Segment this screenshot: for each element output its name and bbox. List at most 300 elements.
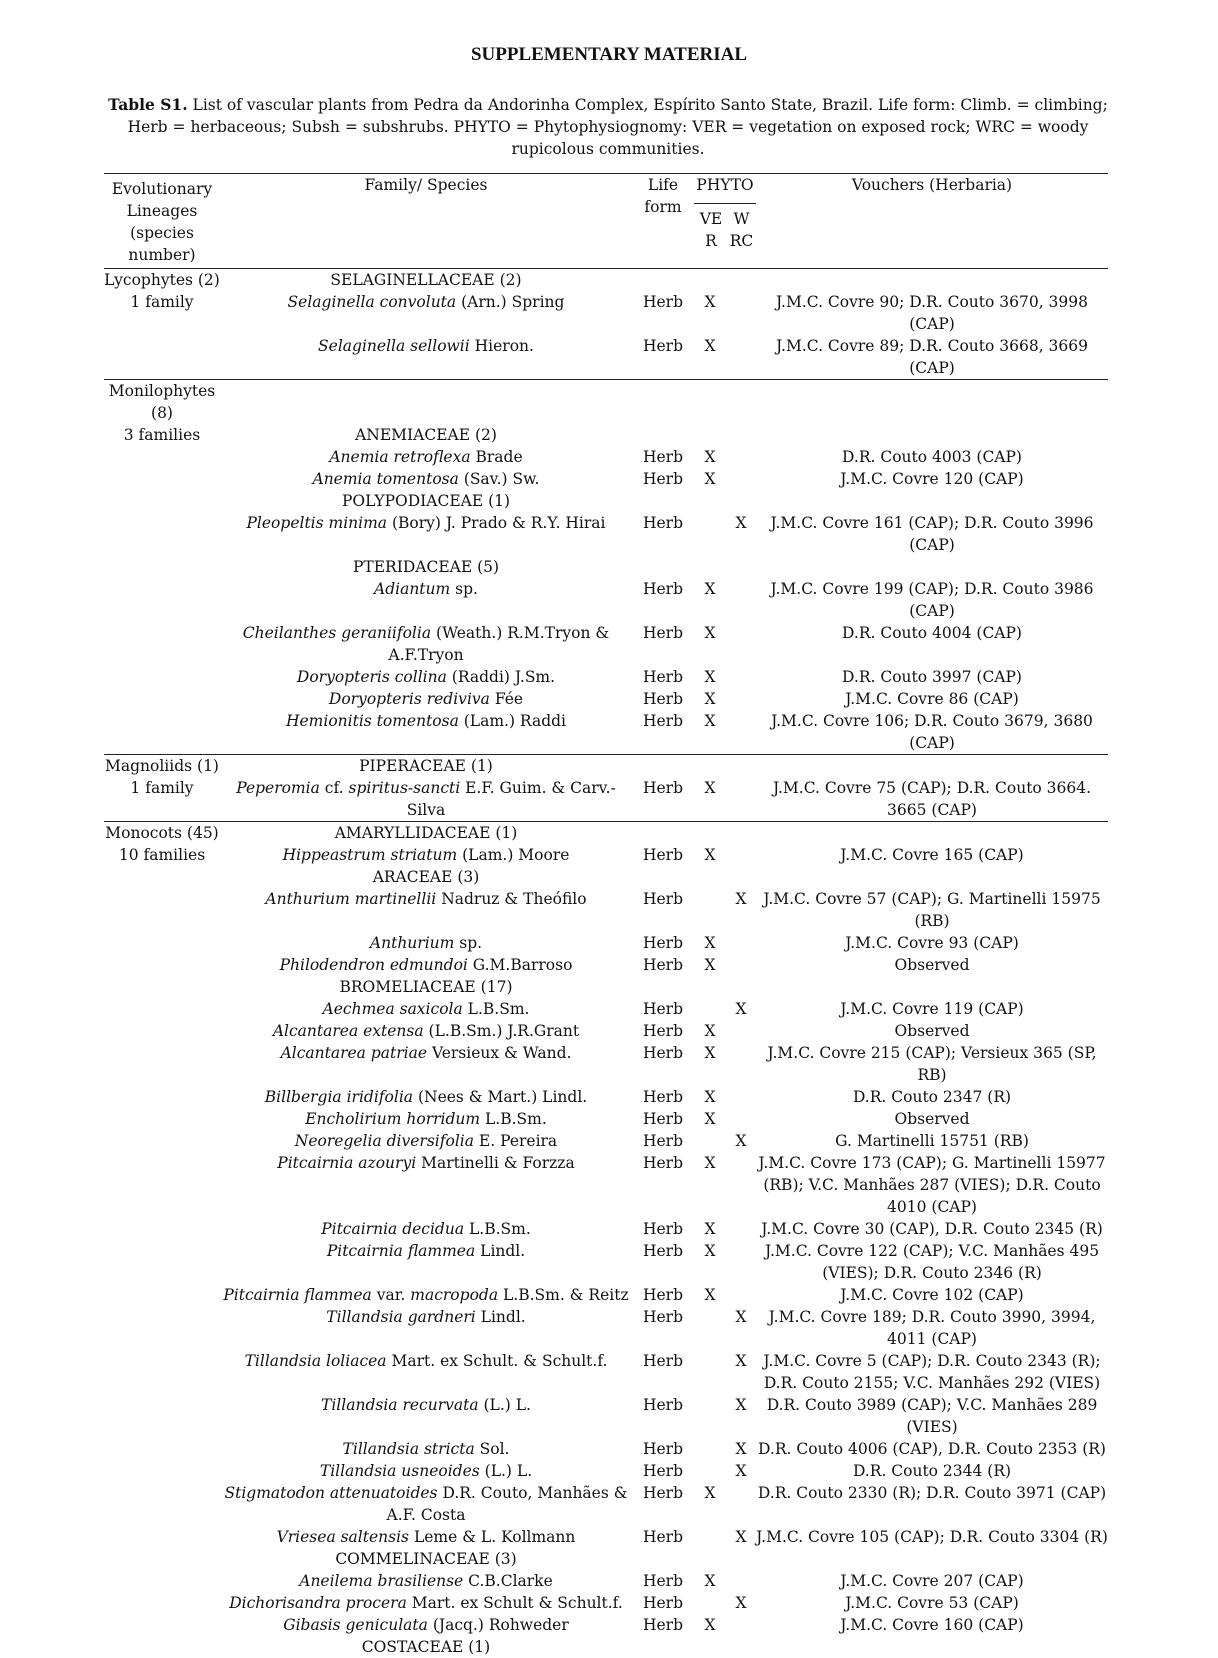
voucher-cell: J.M.C. Covre 57 (CAP); G. Martinelli 15975 (RB) <box>756 888 1108 932</box>
species-author: Leme & L. Kollmann <box>409 1528 575 1546</box>
voucher-cell <box>756 380 1108 447</box>
species-author: Versieux & Wand. <box>427 1044 571 1062</box>
ver-cell: X <box>694 1284 726 1306</box>
ver-cell <box>694 1130 726 1152</box>
table-row <box>104 1218 1108 1240</box>
life-form-cell: Herb <box>632 1438 694 1460</box>
species-author: Mart. ex Schult. & Schult.f. <box>387 1352 608 1370</box>
species-name <box>220 468 632 490</box>
voucher-cell: D.R. Couto 2330 (R); D.R. Couto 3971 (CAP) <box>756 1482 1108 1526</box>
voucher-cell: J.M.C. Covre 207 (CAP) <box>756 1570 1108 1592</box>
voucher-cell: D.R. Couto 3989 (CAP); V.C. Manhães 289 (VIES) <box>756 1394 1108 1438</box>
lineage-cell <box>104 1438 220 1460</box>
voucher-cell <box>756 490 1108 512</box>
species-epithet: Anemia tomentosa <box>313 470 459 488</box>
species-name <box>220 1526 632 1548</box>
species-author: L.B.Sm. <box>463 1000 530 1018</box>
wrc-cell: X <box>726 1350 756 1394</box>
species-name <box>220 1614 632 1636</box>
table-row <box>104 1592 1108 1614</box>
life-form-cell: Herb <box>632 1042 694 1086</box>
voucher-cell: J.M.C. Covre 5 (CAP); D.R. Couto 2343 (R); D.R. Couto 2155; V.C. Manhães 292 (VIES) <box>756 1350 1108 1394</box>
voucher-cell: Observed <box>756 954 1108 976</box>
life-form-cell: Herb <box>632 1526 694 1548</box>
ver-cell <box>694 1394 726 1438</box>
life-form-cell: Herb <box>632 1394 694 1438</box>
life-form-cell: Herb <box>632 844 694 866</box>
family-row <box>104 976 1108 998</box>
header-vouchers: Vouchers (Herbaria) <box>756 174 1108 269</box>
wrc-cell <box>726 1240 756 1284</box>
voucher-cell: J.M.C. Covre 93 (CAP) <box>756 932 1108 954</box>
lineage-cell <box>104 998 220 1020</box>
lineage-cell <box>104 1614 220 1636</box>
wrc-cell <box>726 1218 756 1240</box>
ver-cell <box>694 822 726 845</box>
species-author: (Raddi) J.Sm. <box>447 668 555 686</box>
ver-cell <box>694 490 726 512</box>
life-form-cell: Herb <box>632 1086 694 1108</box>
species-author: L.B.Sm. <box>464 1220 531 1238</box>
species-name <box>220 1152 632 1218</box>
ver-cell <box>694 1306 726 1350</box>
lineage-cell: 1 family <box>104 777 220 822</box>
species-epithet: Vriesea saltensis <box>277 1528 409 1546</box>
lineage-cell <box>104 1086 220 1108</box>
species-epithet: Pleopeltis minima <box>247 514 388 532</box>
lineage-cell: Monilophytes (8) 3 families <box>104 380 220 447</box>
voucher-cell: J.M.C. Covre 122 (CAP); V.C. Manhães 495 (VIES); D.R. Couto 2346 (R) <box>756 1240 1108 1284</box>
species-name <box>220 888 632 932</box>
species-name <box>220 844 632 866</box>
species-epithet: Hippeastrum striatum <box>283 846 458 864</box>
wrc-cell <box>726 335 756 380</box>
species-author: var. <box>372 1286 411 1304</box>
ver-cell: X <box>694 291 726 335</box>
voucher-cell: J.M.C. Covre 165 (CAP) <box>756 844 1108 866</box>
species-epithet: Pitcairnia flammea <box>327 1242 475 1260</box>
species-epithet: Anemia retroflexa <box>329 448 470 466</box>
voucher-cell: J.M.C. Covre 30 (CAP), D.R. Couto 2345 (R) <box>756 1218 1108 1240</box>
wrc-cell <box>726 269 756 292</box>
species-name <box>220 291 632 335</box>
table-caption <box>108 94 1108 160</box>
wrc-cell: X <box>726 888 756 932</box>
voucher-cell: J.M.C. Covre 160 (CAP) <box>756 1614 1108 1636</box>
life-form-cell <box>632 1636 694 1658</box>
ver-cell <box>694 888 726 932</box>
family-row <box>104 866 1108 888</box>
family-row <box>104 380 1108 447</box>
family-row <box>104 490 1108 512</box>
lineage-cell <box>104 556 220 578</box>
species-name <box>220 578 632 622</box>
lineage-cell <box>104 1526 220 1548</box>
ver-cell: X <box>694 1042 726 1086</box>
wrc-cell <box>726 844 756 866</box>
ver-cell <box>694 1526 726 1548</box>
life-form-cell: Herb <box>632 446 694 468</box>
species-table <box>104 173 1108 1658</box>
table-row <box>104 578 1108 622</box>
voucher-cell <box>756 556 1108 578</box>
ver-cell <box>694 556 726 578</box>
species-epithet: Selaginella convoluta <box>288 293 457 311</box>
life-form-cell: Herb <box>632 1592 694 1614</box>
species-name <box>220 1218 632 1240</box>
species-name <box>220 1350 632 1394</box>
species-name <box>220 1042 632 1086</box>
life-form-cell: Herb <box>632 1020 694 1042</box>
life-form-cell <box>632 866 694 888</box>
species-author: D.R. Couto, Manhães & A.F. Costa <box>387 1484 628 1524</box>
species-name <box>220 622 632 666</box>
lineage-cell <box>104 1592 220 1614</box>
species-name <box>220 710 632 755</box>
life-form-cell <box>632 822 694 845</box>
species-author: Hieron. <box>470 337 534 355</box>
species-author: C.B.Clarke <box>463 1572 553 1590</box>
wrc-cell <box>726 1086 756 1108</box>
species-epithet: Philodendron edmundoi <box>280 956 468 974</box>
caption-text: List of vascular plants from Pedra da Andorinha Complex, Espírito Santo State, Brazil. Life form: Climb. = climbing; Herb = herbaceous; Subsh = subshrubs. PHYTO = Phytophysiognomy: VER = vegetation on exposed rock; WRC = woody rupicolous communities. <box>128 96 1108 158</box>
life-form-cell <box>632 556 694 578</box>
wrc-cell: X <box>726 998 756 1020</box>
wrc-cell <box>726 755 756 778</box>
voucher-cell <box>756 1548 1108 1570</box>
species-author: Sol. <box>475 1440 510 1458</box>
wrc-cell: X <box>726 1394 756 1438</box>
life-form-cell <box>632 755 694 778</box>
lineage-cell <box>104 1306 220 1350</box>
table-row <box>104 1482 1108 1526</box>
species-epithet: Aechmea saxicola <box>323 1000 463 1018</box>
wrc-cell <box>726 1548 756 1570</box>
ver-cell: X <box>694 1240 726 1284</box>
wrc-cell <box>726 622 756 666</box>
life-form-cell <box>632 1548 694 1570</box>
family-name: POLYPODIACEAE (1) <box>220 490 632 512</box>
voucher-cell: D.R. Couto 4003 (CAP) <box>756 446 1108 468</box>
wrc-cell <box>726 468 756 490</box>
species-epithet: Anthurium <box>370 934 454 952</box>
ver-cell <box>694 755 726 778</box>
header-lineages: Evolutionary Lineages (species number) <box>104 174 220 269</box>
lineage-cell <box>104 335 220 380</box>
wrc-cell <box>726 976 756 998</box>
lineage-cell <box>104 490 220 512</box>
table-row <box>104 1394 1108 1438</box>
lineage-cell <box>104 1636 220 1658</box>
lineage-cell <box>104 1350 220 1394</box>
table-row <box>104 1350 1108 1394</box>
table-row <box>104 1614 1108 1636</box>
wrc-cell <box>726 710 756 755</box>
table-row <box>104 291 1108 335</box>
species-infra: spiritus-sancti <box>349 779 461 797</box>
voucher-cell: D.R. Couto 2347 (R) <box>756 1086 1108 1108</box>
ver-cell <box>694 1460 726 1482</box>
family-row <box>104 822 1108 845</box>
table-row <box>104 1526 1108 1548</box>
life-form-cell: Herb <box>632 932 694 954</box>
species-author: (Lam.) Raddi <box>459 712 566 730</box>
species-infra: macropoda <box>410 1286 498 1304</box>
ver-cell: X <box>694 1570 726 1592</box>
table-row <box>104 1152 1108 1218</box>
ver-cell: X <box>694 1108 726 1130</box>
voucher-cell: J.M.C. Covre 173 (CAP); G. Martinelli 15977 (RB); V.C. Manhães 287 (VIES); D.R. Couto 4010 (CAP) <box>756 1152 1108 1218</box>
species-author: L.B.Sm. <box>480 1110 547 1128</box>
ver-cell: X <box>694 578 726 622</box>
lineage-cell <box>104 1130 220 1152</box>
species-epithet: Cheilanthes geraniifolia <box>243 624 431 642</box>
species-epithet: Pitcairnia azouryi <box>277 1154 416 1172</box>
life-form-cell: Herb <box>632 1130 694 1152</box>
species-epithet: Hemionitis tomentosa <box>286 712 459 730</box>
ver-cell <box>694 380 726 447</box>
species-name <box>220 335 632 380</box>
life-form-cell: Herb <box>632 710 694 755</box>
wrc-cell <box>726 380 756 447</box>
voucher-cell: Observed <box>756 1020 1108 1042</box>
table-row <box>104 777 1108 822</box>
species-epithet: Tillandsia loliacea <box>245 1352 387 1370</box>
species-name <box>220 666 632 688</box>
wrc-cell <box>726 666 756 688</box>
table-row <box>104 932 1108 954</box>
voucher-cell: J.M.C. Covre 102 (CAP) <box>756 1284 1108 1306</box>
voucher-cell: J.M.C. Covre 105 (CAP); D.R. Couto 3304 (R) <box>756 1526 1108 1548</box>
life-form-cell: Herb <box>632 1350 694 1394</box>
family-name: SELAGINELLACEAE (2) <box>220 269 632 292</box>
species-name <box>220 446 632 468</box>
table-row <box>104 1240 1108 1284</box>
voucher-cell: J.M.C. Covre 189; D.R. Couto 3990, 3994, 4011 (CAP) <box>756 1306 1108 1350</box>
species-author: (Arn.) Spring <box>456 293 564 311</box>
species-author: (Bory) J. Prado & R.Y. Hirai <box>387 514 605 532</box>
species-author: Nadruz & Theófilo <box>436 890 586 908</box>
family-name: PIPERACEAE (1) <box>220 755 632 778</box>
species-epithet: Adiantum <box>374 580 450 598</box>
ver-cell: X <box>694 1020 726 1042</box>
species-author: (Jacq.) Rohweder <box>428 1616 569 1634</box>
life-form-cell: Herb <box>632 998 694 1020</box>
wrc-cell: X <box>726 1526 756 1548</box>
lineage-cell <box>104 954 220 976</box>
wrc-cell <box>726 932 756 954</box>
ver-cell <box>694 998 726 1020</box>
lineage-cell <box>104 446 220 468</box>
life-form-cell: Herb <box>632 512 694 556</box>
lineage-cell: 10 families <box>104 844 220 866</box>
ver-cell: X <box>694 1482 726 1526</box>
lineage-cell <box>104 1218 220 1240</box>
species-author: Martinelli & Forzza <box>416 1154 575 1172</box>
species-name <box>220 1020 632 1042</box>
life-form-cell: Herb <box>632 291 694 335</box>
wrc-cell <box>726 1020 756 1042</box>
lineage-cell <box>104 888 220 932</box>
lineage-cell: Magnoliids (1) <box>104 755 220 778</box>
wrc-cell: X <box>726 1130 756 1152</box>
species-epithet: Tillandsia recurvata <box>321 1396 479 1414</box>
table-row <box>104 1570 1108 1592</box>
species-epithet: Encholirium horridum <box>305 1110 480 1128</box>
species-author: E.F. Guim. & Carv.-Silva <box>407 779 616 819</box>
wrc-cell: X <box>726 512 756 556</box>
wrc-cell <box>726 490 756 512</box>
voucher-cell: J.M.C. Covre 199 (CAP); D.R. Couto 3986 (CAP) <box>756 578 1108 622</box>
lineage-cell <box>104 666 220 688</box>
wrc-cell <box>726 291 756 335</box>
species-name <box>220 998 632 1020</box>
life-form-cell: Herb <box>632 1218 694 1240</box>
life-form-cell <box>632 490 694 512</box>
table-row <box>104 1130 1108 1152</box>
page-title: SUPPLEMENTARY MATERIAL <box>0 44 1218 66</box>
lineage-cell <box>104 1108 220 1130</box>
lineage-cell: 1 family <box>104 291 220 335</box>
voucher-cell: J.M.C. Covre 161 (CAP); D.R. Couto 3996 (CAP) <box>756 512 1108 556</box>
life-form-cell: Herb <box>632 622 694 666</box>
lineage-cell <box>104 932 220 954</box>
lineage-cell <box>104 1394 220 1438</box>
table-body <box>104 269 1108 1658</box>
species-epithet: Doryopteris collina <box>297 668 447 686</box>
voucher-cell: J.M.C. Covre 120 (CAP) <box>756 468 1108 490</box>
species-name <box>220 1240 632 1284</box>
species-name <box>220 1306 632 1350</box>
species-epithet: Tillandsia gardneri <box>326 1308 475 1326</box>
wrc-cell <box>726 446 756 468</box>
table-row <box>104 512 1108 556</box>
family-row <box>104 269 1108 292</box>
species-epithet: Tillandsia stricta <box>343 1440 475 1458</box>
life-form-cell: Herb <box>632 1460 694 1482</box>
species-epithet: Billbergia iridifolia <box>265 1088 413 1106</box>
table-row <box>104 844 1108 866</box>
species-author: Fée <box>490 690 523 708</box>
wrc-cell <box>726 777 756 822</box>
life-form-cell: Herb <box>632 1284 694 1306</box>
lineage-cell <box>104 1548 220 1570</box>
lineage-cell <box>104 976 220 998</box>
table-row <box>104 1460 1108 1482</box>
species-author: sp. <box>450 580 478 598</box>
family-name: PTERIDACEAE (5) <box>220 556 632 578</box>
species-name <box>220 1460 632 1482</box>
ver-cell: X <box>694 622 726 666</box>
species-epithet: Dichorisandra procera <box>229 1594 407 1612</box>
species-epithet: Aneilema brasiliense <box>299 1572 463 1590</box>
family-name: BROMELIACEAE (17) <box>220 976 632 998</box>
species-name <box>220 1570 632 1592</box>
voucher-cell: J.M.C. Covre 75 (CAP); D.R. Couto 3664. 3665 (CAP) <box>756 777 1108 822</box>
table-row <box>104 954 1108 976</box>
voucher-cell <box>756 976 1108 998</box>
species-epithet: Neoregelia diversifolia <box>295 1132 474 1150</box>
wrc-cell <box>726 1570 756 1592</box>
ver-cell: X <box>694 1152 726 1218</box>
life-form-cell: Herb <box>632 954 694 976</box>
lineage-cell <box>104 1020 220 1042</box>
life-form-cell: Herb <box>632 1482 694 1526</box>
species-author: cf. <box>320 779 349 797</box>
ver-cell: X <box>694 446 726 468</box>
ver-cell: X <box>694 844 726 866</box>
species-name <box>220 1130 632 1152</box>
wrc-cell <box>726 1284 756 1306</box>
voucher-cell <box>756 269 1108 292</box>
voucher-cell <box>756 866 1108 888</box>
wrc-cell <box>726 1152 756 1218</box>
wrc-cell: X <box>726 1306 756 1350</box>
wrc-cell <box>726 1482 756 1526</box>
lineage-cell <box>104 512 220 556</box>
species-name <box>220 1592 632 1614</box>
family-row <box>104 1548 1108 1570</box>
lineage-cell <box>104 1042 220 1086</box>
table-row <box>104 468 1108 490</box>
lineage-cell: Lycophytes (2) <box>104 269 220 292</box>
family-row <box>104 556 1108 578</box>
life-form-cell: Herb <box>632 468 694 490</box>
ver-cell: X <box>694 777 726 822</box>
species-epithet: Pitcairnia flammea <box>223 1286 371 1304</box>
lineage-cell <box>104 468 220 490</box>
species-author: Mart. ex Schult & Schult.f. <box>407 1594 623 1612</box>
wrc-cell <box>726 1636 756 1658</box>
family-name: COMMELINACEAE (3) <box>220 1548 632 1570</box>
wrc-cell <box>726 954 756 976</box>
voucher-cell: D.R. Couto 4006 (CAP), D.R. Couto 2353 (R) <box>756 1438 1108 1460</box>
species-name <box>220 1086 632 1108</box>
voucher-cell: J.M.C. Covre 53 (CAP) <box>756 1592 1108 1614</box>
table-row <box>104 446 1108 468</box>
table-row <box>104 1306 1108 1350</box>
species-author: (L.) L. <box>479 1396 531 1414</box>
header-life-form: Life form <box>632 174 694 269</box>
species-epithet: Anthurium martinellii <box>265 890 436 908</box>
life-form-cell: Herb <box>632 1108 694 1130</box>
voucher-cell <box>756 822 1108 845</box>
species-author: Brade <box>471 448 523 466</box>
voucher-cell: J.M.C. Covre 215 (CAP); Versieux 365 (SP, RB) <box>756 1042 1108 1086</box>
life-form-cell <box>632 976 694 998</box>
ver-cell <box>694 866 726 888</box>
ver-cell <box>694 1438 726 1460</box>
species-name <box>220 1394 632 1438</box>
life-form-cell: Herb <box>632 1240 694 1284</box>
ver-cell: X <box>694 1614 726 1636</box>
species-epithet: Selaginella sellowii <box>318 337 470 355</box>
lineage-cell: Monocots (45) <box>104 822 220 845</box>
ver-cell: X <box>694 932 726 954</box>
header-family-species: Family/ Species <box>220 174 632 269</box>
wrc-cell: X <box>726 1438 756 1460</box>
voucher-cell <box>756 755 1108 778</box>
voucher-cell: J.M.C. Covre 106; D.R. Couto 3679, 3680 (CAP) <box>756 710 1108 755</box>
voucher-cell: D.R. Couto 3997 (CAP) <box>756 666 1108 688</box>
wrc-cell <box>726 1108 756 1130</box>
ver-cell: X <box>694 954 726 976</box>
wrc-cell: X <box>726 1592 756 1614</box>
life-form-cell: Herb <box>632 1614 694 1636</box>
header-phyto: PHYTO <box>694 174 756 204</box>
table-row <box>104 666 1108 688</box>
table-row <box>104 998 1108 1020</box>
